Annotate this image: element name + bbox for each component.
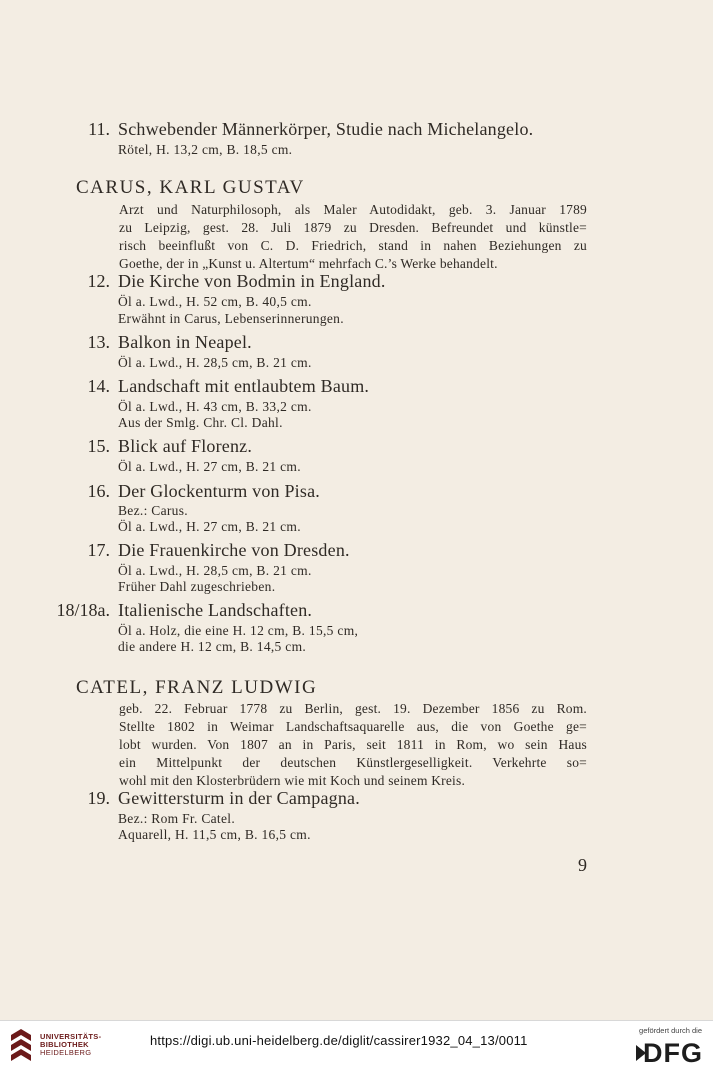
entry-detail: Öl a. Lwd., H. 27 cm, B. 21 cm. bbox=[118, 459, 301, 474]
library-name-line: BIBLIOTHEK bbox=[40, 1040, 89, 1049]
entry-detail: Öl a. Lwd., H. 28,5 cm, B. 21 cm. bbox=[118, 563, 312, 578]
entry-detail: Öl a. Lwd., H. 52 cm, B. 40,5 cm. bbox=[118, 294, 312, 309]
bio-line: zu Leipzig, gest. 28. Juli 1879 zu Dresden. Befreundet und künstle= bbox=[119, 220, 587, 235]
dfg-logo[interactable]: DFG bbox=[643, 1038, 703, 1068]
bio-line: Stellte 1802 in Weimar Landschaftsaquarelle aus, die von Goethe ge= bbox=[119, 719, 587, 734]
entry-title: Italienische Landschaften. bbox=[118, 600, 313, 620]
artist-heading-catel: CATEL, FRANZ LUDWIG bbox=[76, 677, 318, 698]
entry-number: 18/18a. bbox=[56, 600, 110, 620]
entry-number: 17. bbox=[87, 540, 110, 560]
entry-number: 14. bbox=[87, 376, 110, 396]
entry-number: 12. bbox=[87, 271, 110, 291]
entry-detail: Öl a. Lwd., H. 27 cm, B. 21 cm. bbox=[118, 519, 301, 534]
entry-title: Der Glockenturm von Pisa. bbox=[118, 481, 320, 501]
entry-title: Die Kirche von Bodmin in England. bbox=[118, 271, 386, 291]
entry-title: Landschaft mit entlaubtem Baum. bbox=[118, 376, 370, 396]
entry-detail: Öl a. Lwd., H. 43 cm, B. 33,2 cm. bbox=[118, 399, 312, 414]
funding-note: gefördert durch die bbox=[639, 1026, 702, 1035]
entry-detail: Früher Dahl zugeschrieben. bbox=[118, 579, 276, 594]
entry-detail: Bez.: Rom Fr. Catel. bbox=[118, 811, 235, 826]
entry-detail: Bez.: Carus. bbox=[118, 503, 188, 518]
library-name-line: HEIDELBERG bbox=[40, 1048, 92, 1057]
entry-number: 13. bbox=[87, 332, 110, 352]
entry-number: 19. bbox=[87, 788, 110, 808]
library-name-line: UNIVERSITÄTS- bbox=[40, 1032, 102, 1041]
university-library-logo-icon bbox=[8, 1027, 34, 1065]
entry-detail: Aus der Smlg. Chr. Cl. Dahl. bbox=[118, 415, 283, 430]
bio-line: ein Mittelpunkt der deutschen Künstlergeselligkeit. Verkehrte so= bbox=[119, 755, 587, 770]
entry-number: 11. bbox=[88, 119, 110, 139]
bio-line: Arzt und Naturphilosoph, als Maler Autodidakt, geb. 3. Januar 1789 bbox=[119, 202, 587, 217]
entry-title: Gewittersturm in der Campagna. bbox=[118, 788, 360, 808]
entry-detail: Aquarell, H. 11,5 cm, B. 16,5 cm. bbox=[118, 827, 311, 842]
entry-title: Die Frauenkirche von Dresden. bbox=[118, 540, 350, 560]
artist-heading-carus: CARUS, KARL GUSTAV bbox=[76, 177, 305, 198]
bio-line: risch beeinflußt von C. D. Friedrich, stand in nahen Beziehungen zu bbox=[119, 238, 587, 253]
entry-number: 16. bbox=[87, 481, 110, 501]
entry-detail: Erwähnt in Carus, Lebenserinnerungen. bbox=[118, 311, 344, 326]
bio-line: lobt wurden. Von 1807 an in Paris, seit 1811 in Rom, wo sein Haus bbox=[119, 737, 587, 752]
entry-title: Blick auf Florenz. bbox=[118, 436, 253, 456]
entry-title: Balkon in Neapel. bbox=[118, 332, 252, 352]
document-url-link[interactable]: https://digi.ub.uni-heidelberg.de/diglit/cassirer1932_04_13/0011 bbox=[150, 1033, 528, 1048]
bio-line: geb. 22. Februar 1778 zu Berlin, gest. 19. Dezember 1856 zu Rom. bbox=[119, 701, 587, 716]
library-name bbox=[40, 1033, 101, 1057]
bio-line: wohl mit den Klosterbrüdern wie mit Koch und seinem Kreis. bbox=[119, 773, 466, 788]
entry-detail: die andere H. 12 cm, B. 14,5 cm. bbox=[118, 639, 307, 654]
entry-detail: Rötel, H. 13,2 cm, B. 18,5 cm. bbox=[118, 142, 293, 157]
entry-detail: Öl a. Lwd., H. 28,5 cm, B. 21 cm. bbox=[118, 355, 312, 370]
footer-bar bbox=[0, 1020, 713, 1072]
page-number: 9 bbox=[578, 855, 587, 875]
entry-title: Schwebender Männerkörper, Studie nach Michelangelo. bbox=[118, 119, 534, 139]
entry-number: 15. bbox=[87, 436, 110, 456]
bio-line: Goethe, der in „Kunst u. Altertum“ mehrfach C.’s Werke behandelt. bbox=[119, 256, 498, 271]
entry-detail: Öl a. Holz, die eine H. 12 cm, B. 15,5 cm, bbox=[118, 623, 359, 638]
